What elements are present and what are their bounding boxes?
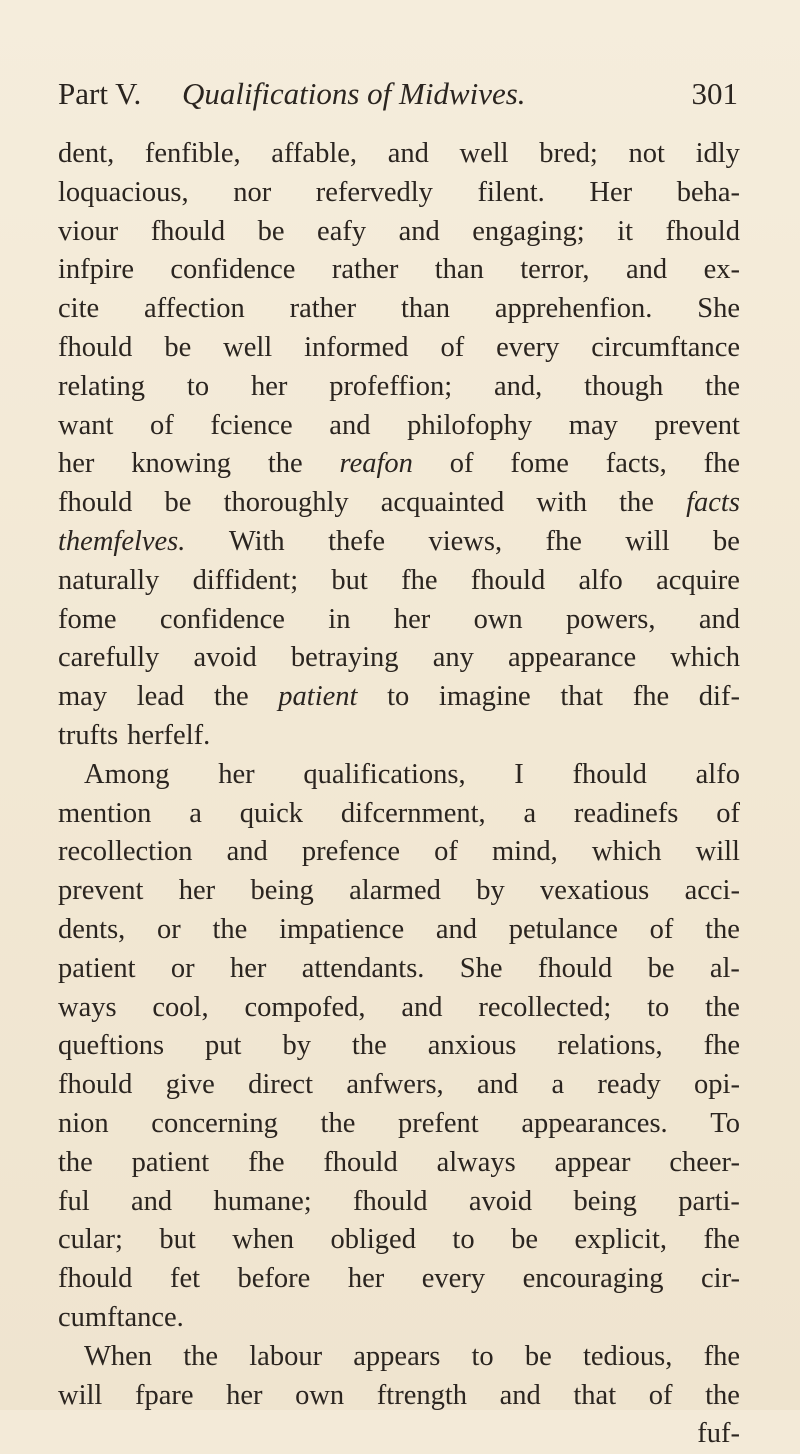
word: attendants. bbox=[301, 952, 425, 984]
word: fhould bbox=[150, 215, 226, 247]
word: She bbox=[459, 952, 503, 984]
body-text bbox=[58, 135, 740, 1454]
word: cite bbox=[58, 293, 100, 325]
word: fhould bbox=[323, 1146, 398, 1178]
word: confidence bbox=[170, 254, 296, 286]
text-line bbox=[58, 1260, 740, 1299]
word: relating bbox=[58, 370, 146, 402]
text-line bbox=[58, 135, 740, 174]
word: of bbox=[449, 448, 474, 480]
word: the bbox=[705, 991, 740, 1023]
word: appears bbox=[353, 1340, 441, 1372]
text-line bbox=[58, 1066, 740, 1105]
word: will bbox=[625, 525, 670, 557]
word: fhould bbox=[58, 1069, 133, 1101]
word: fhould bbox=[665, 215, 740, 247]
text-line bbox=[58, 174, 740, 213]
word: will bbox=[695, 836, 740, 868]
word: patient bbox=[58, 952, 136, 984]
word: fhould bbox=[58, 487, 133, 519]
word: avoid bbox=[193, 642, 257, 674]
word: a bbox=[523, 797, 537, 829]
word: with bbox=[536, 487, 588, 519]
word: when bbox=[232, 1224, 294, 1256]
word: well bbox=[223, 331, 273, 363]
word: of bbox=[716, 797, 740, 829]
word: her bbox=[226, 1379, 263, 1411]
word: be bbox=[164, 331, 192, 363]
word: nion bbox=[58, 1107, 109, 1139]
word: fet bbox=[169, 1263, 201, 1295]
word: the bbox=[320, 1107, 356, 1139]
word: She bbox=[697, 293, 740, 325]
word: imagine bbox=[438, 681, 531, 713]
word: parti- bbox=[678, 1185, 740, 1217]
word: fome bbox=[58, 603, 117, 635]
word: Her bbox=[589, 176, 633, 208]
word: the bbox=[619, 487, 654, 519]
word: own bbox=[295, 1379, 345, 1411]
text-line bbox=[58, 213, 740, 252]
word: dent, bbox=[58, 138, 115, 169]
word: prefent bbox=[397, 1107, 479, 1139]
word: than bbox=[400, 293, 451, 325]
word: and bbox=[698, 603, 740, 635]
word: but bbox=[331, 564, 368, 596]
word: the bbox=[705, 913, 740, 945]
word: tedious, bbox=[582, 1340, 673, 1372]
word: difcernment, bbox=[340, 797, 486, 829]
word: and, bbox=[493, 370, 543, 402]
word: always bbox=[436, 1146, 516, 1178]
word: put bbox=[205, 1030, 242, 1062]
word: fhe bbox=[703, 1224, 740, 1256]
word: own bbox=[473, 603, 523, 635]
word: fhe bbox=[248, 1146, 285, 1178]
word: affection bbox=[144, 293, 245, 325]
text-line bbox=[58, 1183, 740, 1222]
word: avoid bbox=[468, 1185, 533, 1217]
word: fhe bbox=[545, 525, 582, 557]
word: knowing bbox=[131, 448, 231, 480]
word: patient bbox=[278, 681, 358, 713]
word: informed bbox=[304, 331, 409, 363]
word: fhould bbox=[537, 952, 613, 984]
word: the bbox=[267, 448, 303, 480]
text-line bbox=[58, 872, 740, 911]
word: may bbox=[58, 681, 108, 713]
text-line bbox=[58, 407, 740, 446]
word: fhould bbox=[353, 1185, 428, 1217]
word: compofed, bbox=[244, 991, 366, 1023]
word: dif- bbox=[698, 681, 740, 713]
word: fenfible, bbox=[144, 138, 241, 169]
word: facts bbox=[686, 487, 740, 519]
word: be bbox=[164, 487, 192, 519]
word: cool, bbox=[152, 991, 209, 1023]
word: infpire bbox=[58, 254, 134, 286]
word: alfo bbox=[695, 758, 740, 790]
word: ways bbox=[58, 991, 117, 1023]
word: recollected; bbox=[478, 991, 612, 1023]
word: cular; bbox=[58, 1224, 123, 1256]
word: relations, bbox=[557, 1030, 663, 1062]
text-line bbox=[58, 950, 740, 989]
word: apprehenfion. bbox=[494, 293, 653, 325]
text-line bbox=[58, 1377, 740, 1416]
text-line bbox=[58, 717, 740, 756]
word: al- bbox=[709, 952, 740, 984]
word: acci- bbox=[684, 875, 740, 907]
word: prevent bbox=[654, 409, 740, 441]
text-line bbox=[58, 989, 740, 1028]
word: be bbox=[511, 1224, 538, 1256]
text-line bbox=[58, 1338, 740, 1377]
word: a bbox=[189, 797, 202, 829]
word: fhould bbox=[470, 564, 546, 596]
word: facts, bbox=[605, 448, 667, 480]
text-line bbox=[58, 795, 740, 834]
word: With bbox=[228, 525, 285, 557]
word: concerning bbox=[151, 1107, 278, 1139]
word: fhould bbox=[572, 758, 647, 790]
word: fhe bbox=[401, 564, 438, 596]
word: cheer- bbox=[669, 1146, 740, 1178]
word: refervedly bbox=[315, 176, 433, 208]
word: encouraging bbox=[522, 1263, 664, 1295]
word: the bbox=[705, 370, 740, 402]
word: of bbox=[150, 409, 174, 441]
word: lead bbox=[136, 681, 185, 713]
word: the bbox=[212, 913, 248, 945]
word: impatience bbox=[279, 913, 405, 945]
word: be bbox=[257, 215, 285, 247]
word: her bbox=[347, 1263, 385, 1295]
word: diffident; bbox=[192, 564, 299, 596]
text-line bbox=[58, 756, 740, 795]
word: of bbox=[440, 331, 465, 363]
word: prevent bbox=[58, 875, 144, 907]
word: circumftance bbox=[591, 331, 740, 363]
word: anfwers, bbox=[346, 1069, 444, 1101]
word: which bbox=[591, 836, 662, 868]
word: to bbox=[186, 370, 210, 402]
word: ful bbox=[58, 1185, 90, 1217]
word: her bbox=[393, 603, 431, 635]
word: I bbox=[514, 758, 524, 790]
word: terror, bbox=[520, 254, 590, 286]
text-line bbox=[58, 1299, 740, 1338]
word: filent. bbox=[477, 176, 545, 208]
word: rather bbox=[331, 254, 399, 286]
word: and bbox=[398, 215, 440, 247]
word: to bbox=[452, 1224, 475, 1256]
word: direct bbox=[248, 1069, 314, 1101]
word: well bbox=[459, 138, 509, 169]
word: fhe bbox=[703, 1340, 740, 1372]
word: want bbox=[58, 409, 114, 441]
word: of bbox=[434, 836, 458, 868]
word: eafy bbox=[317, 215, 367, 247]
word: be bbox=[713, 525, 740, 557]
text-line bbox=[58, 1221, 740, 1260]
word: opi- bbox=[694, 1069, 740, 1101]
word: give bbox=[165, 1069, 215, 1101]
text-line bbox=[58, 601, 740, 640]
word: engaging; bbox=[472, 215, 585, 247]
word: alfo bbox=[578, 564, 623, 596]
word: that bbox=[560, 681, 604, 713]
word: readinefs bbox=[573, 797, 679, 829]
word: will bbox=[58, 1379, 103, 1411]
word: thoroughly bbox=[223, 487, 349, 519]
word: than bbox=[434, 254, 484, 286]
word: trufts bbox=[58, 719, 119, 751]
word: idly bbox=[695, 138, 740, 169]
word: every bbox=[421, 1263, 486, 1295]
word: nor bbox=[233, 176, 272, 208]
word: it bbox=[617, 215, 634, 247]
word: and bbox=[329, 409, 371, 441]
word: ready bbox=[597, 1069, 661, 1101]
word: being bbox=[573, 1185, 637, 1217]
text-line bbox=[58, 445, 740, 484]
word: bred; bbox=[539, 138, 598, 169]
word: herfelf. bbox=[127, 719, 211, 751]
word: betraying bbox=[290, 642, 399, 674]
word: and bbox=[387, 138, 429, 169]
word: her bbox=[250, 370, 288, 402]
word: Among bbox=[84, 758, 170, 790]
word: obliged bbox=[330, 1224, 416, 1256]
word: not bbox=[628, 138, 665, 169]
word: viour bbox=[58, 215, 119, 247]
word: themfelves. bbox=[58, 525, 186, 557]
word: fpare bbox=[134, 1379, 194, 1411]
word: carefully bbox=[58, 642, 160, 674]
word: in bbox=[328, 603, 351, 635]
word: views, bbox=[428, 525, 503, 557]
word: the bbox=[705, 1379, 740, 1411]
word: by bbox=[282, 1030, 311, 1062]
word: mind, bbox=[492, 836, 558, 868]
word: naturally bbox=[58, 564, 160, 596]
word: patient bbox=[131, 1146, 210, 1178]
word: by bbox=[476, 875, 505, 907]
word: being bbox=[250, 875, 314, 907]
text-line bbox=[58, 833, 740, 872]
word: explicit, bbox=[574, 1224, 668, 1256]
word: vexatious bbox=[540, 875, 650, 907]
text-line bbox=[58, 1415, 740, 1454]
word: which bbox=[670, 642, 740, 674]
word: to bbox=[471, 1340, 494, 1372]
word: profeffion; bbox=[329, 370, 453, 402]
text-line bbox=[58, 251, 740, 290]
word: and bbox=[131, 1185, 173, 1217]
word: cumftance. bbox=[58, 1301, 184, 1333]
word: appear bbox=[554, 1146, 631, 1178]
text-line bbox=[58, 290, 740, 329]
text-line bbox=[58, 639, 740, 678]
word: anxious bbox=[427, 1030, 517, 1062]
running-header bbox=[58, 74, 738, 114]
word: every bbox=[496, 331, 560, 363]
word: and bbox=[401, 991, 443, 1023]
word: the bbox=[58, 1146, 93, 1178]
word: fhe bbox=[703, 448, 740, 480]
word: To bbox=[710, 1107, 740, 1139]
word: and bbox=[499, 1379, 541, 1411]
word: recollection bbox=[58, 836, 193, 868]
word: to bbox=[387, 681, 410, 713]
text-line bbox=[58, 523, 740, 562]
word: fuf- bbox=[697, 1418, 740, 1450]
word: fhould bbox=[58, 1263, 133, 1295]
word: When bbox=[84, 1340, 153, 1372]
word: be bbox=[647, 952, 675, 984]
word: acquire bbox=[656, 564, 740, 596]
text-line bbox=[58, 329, 740, 368]
word: any bbox=[432, 642, 474, 674]
word: powers, bbox=[566, 603, 656, 635]
word: petulance bbox=[508, 913, 618, 945]
word: fhould bbox=[58, 331, 133, 363]
word: humane; bbox=[213, 1185, 312, 1217]
word: fhe bbox=[632, 681, 670, 713]
word: acquainted bbox=[380, 487, 505, 519]
word: mention bbox=[58, 797, 152, 829]
word: her bbox=[218, 758, 255, 790]
word: queftions bbox=[58, 1030, 165, 1062]
word: fcience bbox=[210, 409, 293, 441]
word: fhe bbox=[703, 1030, 740, 1062]
word: and bbox=[226, 836, 268, 868]
word: reafon bbox=[339, 448, 413, 480]
word: quick bbox=[239, 797, 304, 829]
word: prefence bbox=[301, 836, 401, 868]
part-label: Part V. bbox=[58, 76, 142, 111]
word: and bbox=[625, 254, 668, 286]
word: affable, bbox=[271, 138, 358, 169]
text-line bbox=[58, 1105, 740, 1144]
word: beha- bbox=[676, 176, 740, 208]
word: her bbox=[58, 448, 95, 480]
text-line bbox=[58, 562, 740, 601]
word: philofophy bbox=[407, 409, 533, 441]
word: ex- bbox=[703, 254, 740, 286]
text-line bbox=[58, 911, 740, 950]
word: thefe bbox=[328, 525, 386, 557]
text-line bbox=[58, 368, 740, 407]
word: her bbox=[178, 875, 216, 907]
running-title: Qualifications of Midwives. bbox=[182, 76, 526, 111]
text-line bbox=[58, 484, 740, 523]
text-line bbox=[58, 1027, 740, 1066]
word: alarmed bbox=[349, 875, 441, 907]
word: dents, bbox=[58, 913, 126, 945]
word: to bbox=[647, 991, 670, 1023]
word: may bbox=[568, 409, 618, 441]
word: and bbox=[435, 913, 477, 945]
word: labour bbox=[249, 1340, 323, 1372]
word: her bbox=[230, 952, 267, 984]
page-number: 301 bbox=[691, 76, 738, 111]
word: appearance bbox=[508, 642, 637, 674]
word: but bbox=[159, 1224, 196, 1256]
word: appearances. bbox=[521, 1107, 668, 1139]
word: the bbox=[183, 1340, 219, 1372]
word: cir- bbox=[701, 1263, 740, 1295]
word: qualifications, bbox=[303, 758, 466, 790]
word: ftrength bbox=[376, 1379, 468, 1411]
word: and bbox=[476, 1069, 519, 1101]
word: rather bbox=[289, 293, 357, 325]
word: a bbox=[551, 1069, 565, 1101]
word: before bbox=[237, 1263, 311, 1295]
word: the bbox=[351, 1030, 387, 1062]
word: loquacious, bbox=[58, 176, 189, 208]
word: though bbox=[584, 370, 664, 402]
word: that bbox=[573, 1379, 617, 1411]
text-line bbox=[58, 678, 740, 717]
word: fome bbox=[510, 448, 569, 480]
word: or bbox=[170, 952, 195, 984]
word: the bbox=[213, 681, 249, 713]
word: be bbox=[524, 1340, 552, 1372]
word: confidence bbox=[159, 603, 285, 635]
word: of bbox=[649, 913, 674, 945]
word: of bbox=[648, 1379, 673, 1411]
text-line bbox=[58, 1144, 740, 1183]
word: or bbox=[157, 913, 181, 945]
